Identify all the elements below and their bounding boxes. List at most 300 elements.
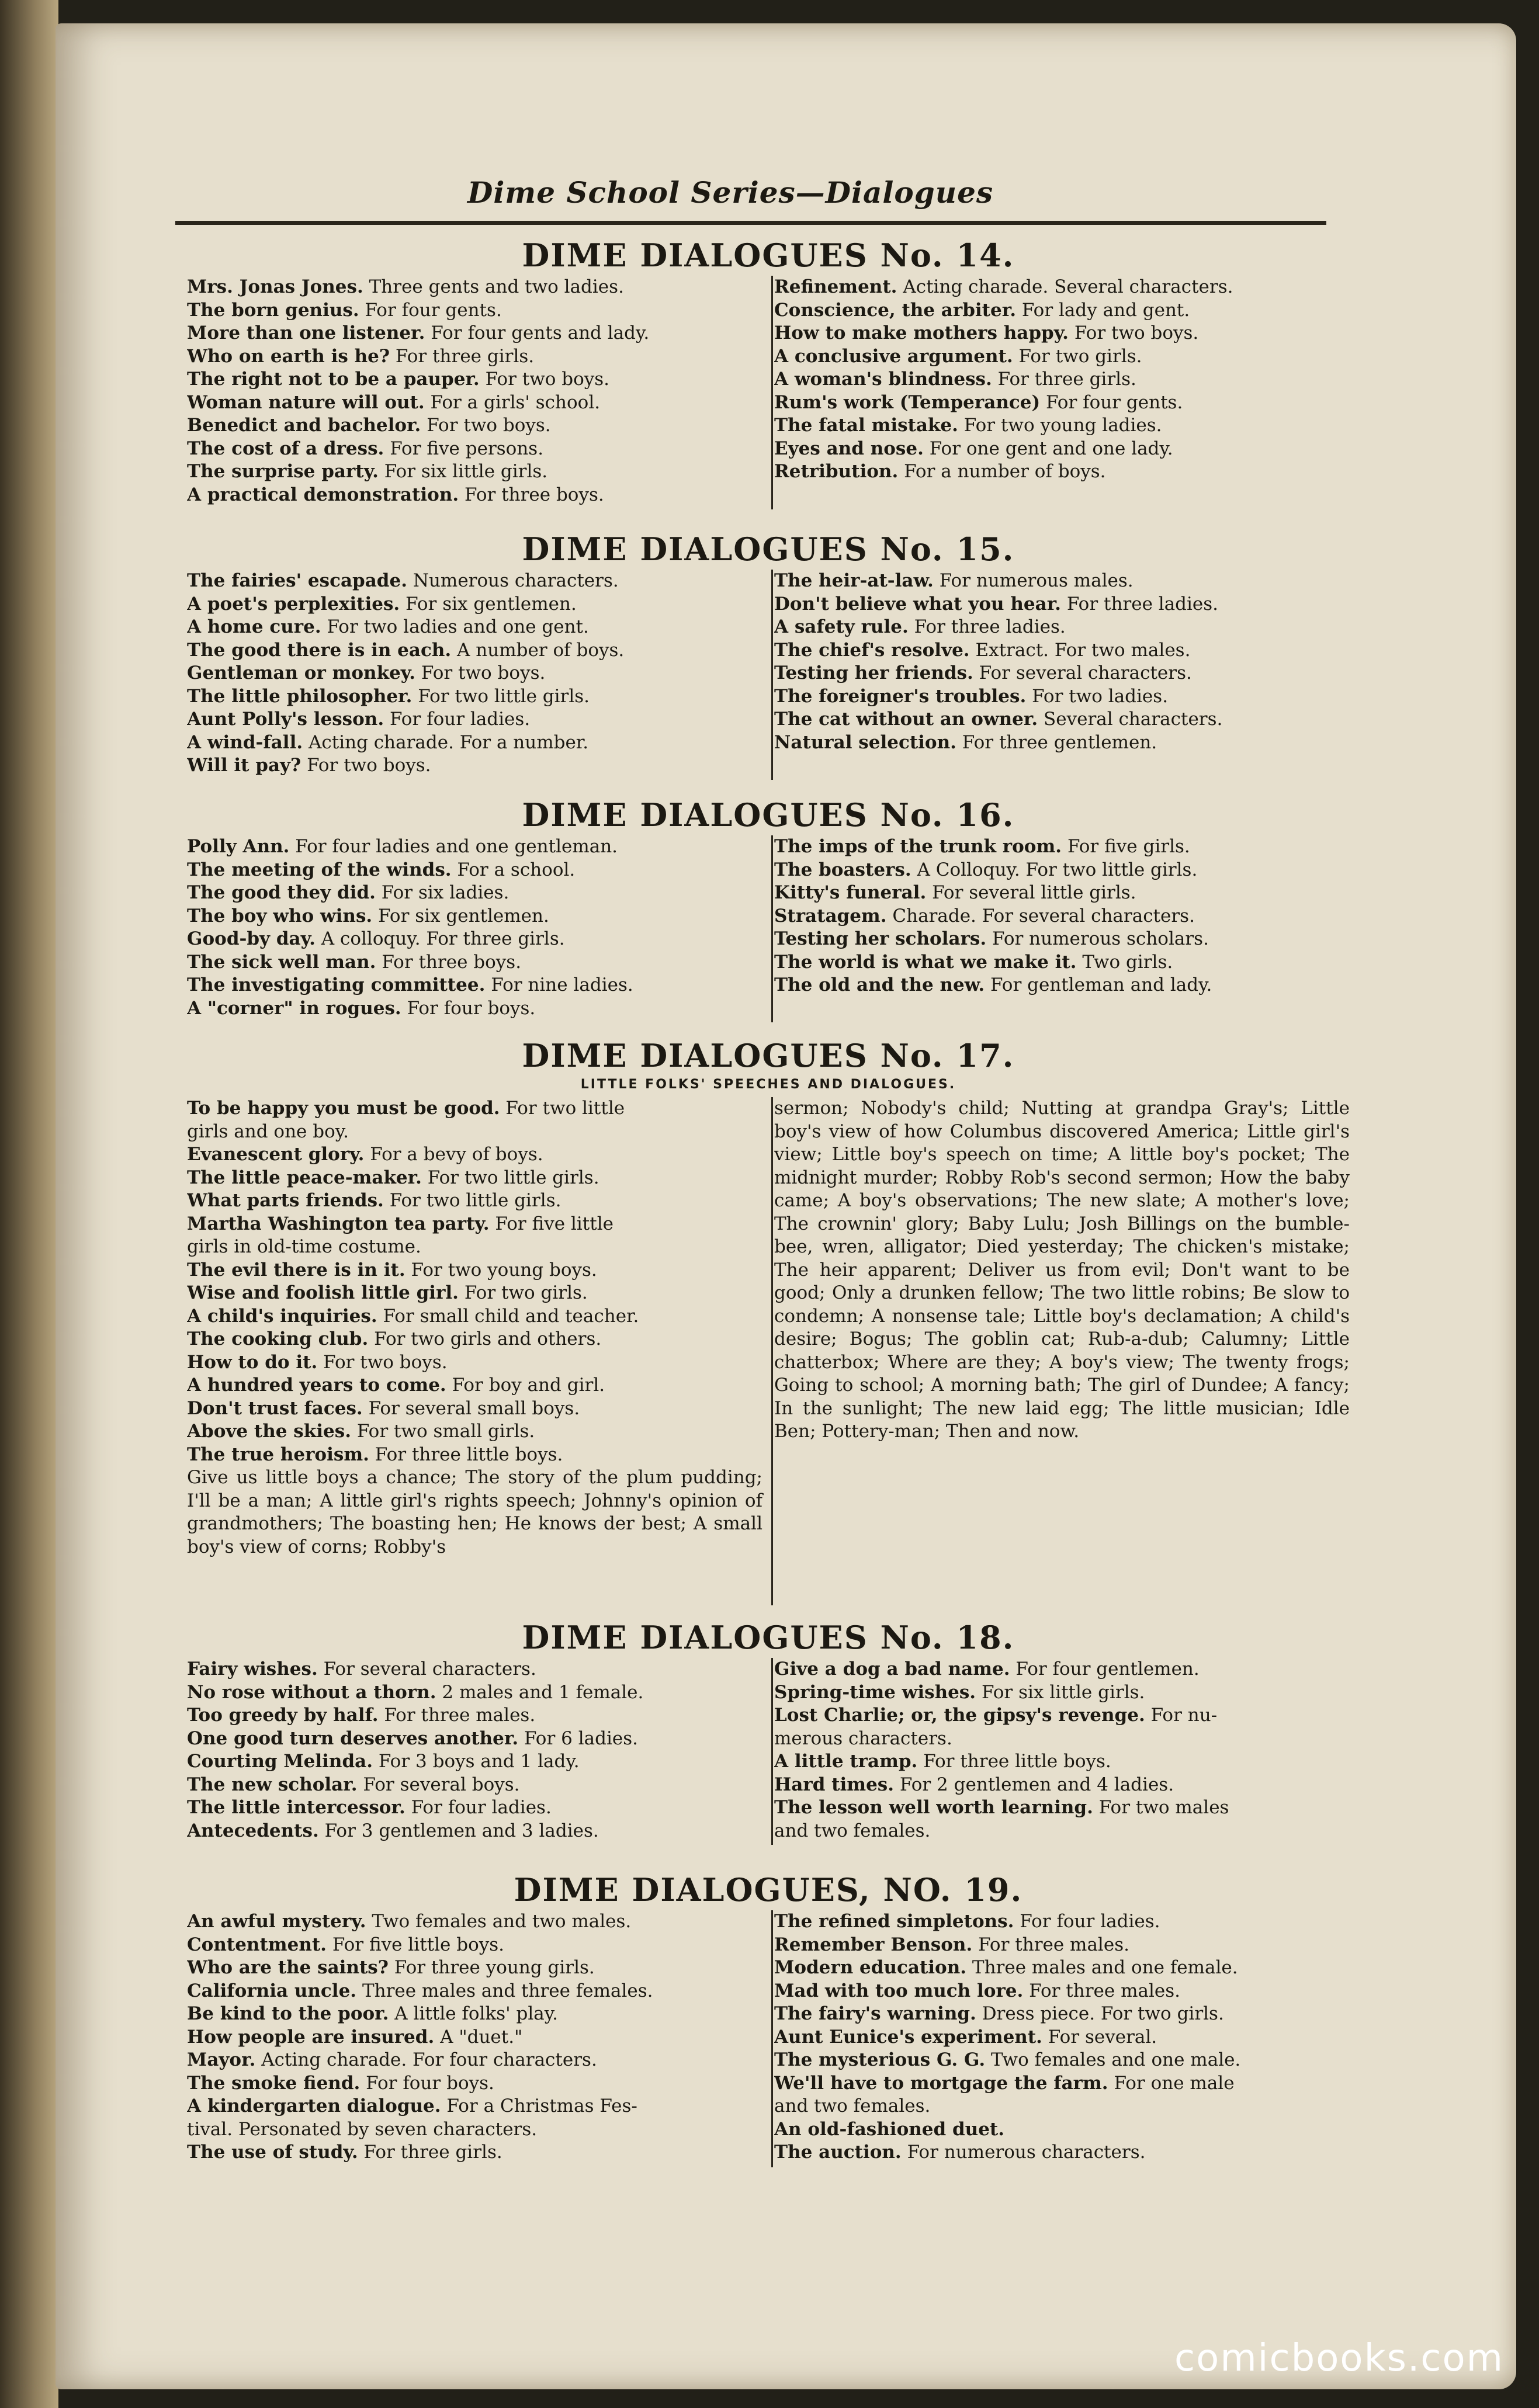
dialogue-cast: For two boys. (421, 415, 551, 436)
dialogue-cast: For numerous males. (933, 570, 1134, 591)
dialogue-entry (187, 2026, 762, 2049)
dialogue-title: Mad with too much lore. (774, 1980, 1024, 2001)
dialogue-entry (774, 1910, 1350, 1934)
dialogue-cast: and two females. (774, 1820, 931, 1841)
dialogue-cast: For 6 ladies. (518, 1727, 638, 1749)
dialogue-cast: For four boys. (401, 997, 536, 1019)
dialogue-title: A practical demonstration. (187, 484, 459, 505)
dialogue-title: Modern education. (774, 1957, 967, 1978)
dialogue-entry (187, 322, 762, 345)
dialogue-entry (774, 708, 1350, 731)
dialogue-cast: For a number of boys. (898, 461, 1106, 482)
dialogue-entry (187, 1681, 762, 1705)
dialogue-cast: tival. Personated by seven characters. (187, 2118, 538, 2140)
dialogue-title: The mysterious G. G. (774, 2049, 986, 2070)
dialogue-entry (774, 974, 1350, 997)
header-rule (175, 221, 1326, 225)
dialogue-title: One good turn deserves another. (187, 1727, 519, 1749)
dialogue-cast: For six little girls. (976, 1681, 1145, 1703)
dialogue-entry (187, 1236, 762, 1259)
dialogue-cast: For nu- (1145, 1705, 1218, 1726)
dialogue-entry (774, 1980, 1350, 2003)
section-dialogues-18 (187, 1617, 1350, 1843)
dialogue-entry (774, 2141, 1350, 2164)
dialogue-entry (774, 1934, 1350, 1957)
section-columns (187, 1658, 1350, 1843)
dialogue-title: The born genius. (187, 299, 359, 321)
dialogue-title: Who on earth is he? (187, 345, 390, 367)
dialogue-entry (187, 276, 762, 299)
dialogue-cast: For three girls. (992, 369, 1136, 390)
column-divider (771, 1658, 773, 1845)
dialogue-title: What parts friends. (187, 1190, 384, 1211)
dialogue-entry (187, 1189, 762, 1213)
dialogue-title: An old-fashioned duet. (774, 2118, 1005, 2140)
column-divider (771, 570, 773, 780)
dialogue-title: The auction. (774, 2142, 902, 2163)
dialogue-title: The surprise party. (187, 461, 379, 482)
dialogue-cast: merous characters. (774, 1727, 952, 1749)
dialogue-cast: For numerous scholars. (986, 928, 1209, 949)
dialogue-title: We'll have to mortgage the farm. (774, 2072, 1108, 2094)
dialogue-cast: For four boys. (360, 2072, 494, 2094)
dialogue-title: A woman's blindness. (774, 369, 992, 390)
dialogue-entry (187, 460, 762, 484)
dialogue-cast: For boy and girl. (446, 1375, 605, 1396)
dialogue-title: Evanescent glory. (187, 1144, 365, 1165)
dialogue-entry (187, 1328, 762, 1351)
watermark: comicbooks.com (1174, 2337, 1504, 2380)
dialogue-cast: For five girls. (1062, 836, 1190, 857)
dialogue-cast: For two young boys. (405, 1259, 597, 1281)
dialogue-entry (774, 593, 1350, 616)
dialogue-title: The sick well man. (187, 951, 376, 973)
dialogue-title: Martha Washington tea party. (187, 1213, 490, 1234)
dialogue-title: Contentment. (187, 1934, 327, 1955)
dialogue-title: A home cure. (187, 616, 321, 637)
dialogue-entry (774, 2049, 1350, 2072)
dialogue-entry (187, 1658, 762, 1681)
section-dialogues-16 (187, 794, 1350, 1020)
dialogue-title: Be kind to the poor. (187, 2003, 389, 2024)
dialogue-entry (187, 1097, 762, 1120)
dialogue-cast: For three gentlemen. (956, 731, 1157, 753)
section-columns (187, 1097, 1350, 1559)
dialogue-title: To be happy you must be good. (187, 1098, 500, 1119)
dialogue-title: The cost of a dress. (187, 438, 384, 459)
dialogue-cast: For nine ladies. (485, 974, 633, 995)
dialogue-title: The imps of the trunk room. (774, 836, 1062, 857)
dialogue-entry (187, 593, 762, 616)
column-divider (771, 276, 773, 509)
dialogue-cast: and two females. (774, 2095, 931, 2116)
dialogue-cast: For four gents. (1040, 391, 1183, 413)
section-title: DIME DIALOGUES No. 14. (522, 237, 1015, 274)
dialogue-entry (774, 1774, 1350, 1797)
dialogue-title: Gentleman or monkey. (187, 662, 416, 683)
dialogue-title: Antecedents. (187, 1820, 319, 1841)
dialogue-entry (187, 951, 762, 974)
dialogue-entry (774, 1956, 1350, 1980)
dialogue-entry (187, 1305, 762, 1328)
dialogue-entry (187, 1750, 762, 1774)
dialogue-cast: Extract. For two males. (969, 639, 1191, 661)
section-columns (187, 570, 1350, 778)
dialogue-entry (187, 2049, 762, 2072)
dialogue-cast: For five little boys. (326, 1934, 505, 1955)
dialogue-title: A wind-fall. (187, 731, 303, 753)
section-dialogues-14 (187, 235, 1350, 506)
dialogue-cast: For three males. (1023, 1980, 1180, 2001)
dialogue-title: The lesson well worth learning. (774, 1797, 1093, 1818)
dialogue-cast: For two small girls. (351, 1421, 535, 1442)
dialogue-entry (774, 882, 1350, 905)
dialogue-title: Refinement. (774, 276, 897, 297)
section-columns (187, 276, 1350, 506)
dialogue-entry (187, 1351, 762, 1375)
dialogue-title: Natural selection. (774, 731, 956, 753)
dialogue-cast: For one gent and one lady. (923, 438, 1173, 459)
dialogue-title: Kitty's funeral. (774, 882, 927, 903)
dialogue-title: Aunt Eunice's experiment. (774, 2026, 1042, 2048)
dialogue-title: How people are insured. (187, 2026, 435, 2048)
section-dialogues-17 (187, 1035, 1350, 1559)
dialogue-title: The cooking club. (187, 1328, 369, 1349)
dialogue-cast: Acting charade. For four characters. (255, 2049, 597, 2070)
dialogue-entry (187, 835, 762, 859)
dialogue-cast: For six ladies. (375, 882, 509, 903)
dialogue-cast: For two boys. (479, 369, 610, 390)
dialogue-title: The good they did. (187, 882, 376, 903)
dialogue-title: A safety rule. (774, 616, 909, 637)
dialogue-title: Mrs. Jonas Jones. (187, 276, 363, 297)
dialogue-entry (774, 322, 1350, 345)
dialogue-cast: For a Christmas Fes- (441, 2095, 637, 2116)
right-column (774, 570, 1350, 778)
dialogue-cast: For three girls. (358, 2142, 502, 2163)
dialogue-entry (774, 1796, 1350, 1820)
dialogue-cast: For three ladies. (908, 616, 1066, 637)
right-column (774, 1097, 1350, 1559)
dialogue-title: Conscience, the arbiter. (774, 299, 1017, 321)
dialogue-cast: For small child and teacher. (377, 1305, 639, 1327)
dialogue-cast: 2 males and 1 female. (436, 1681, 644, 1703)
dialogue-entry (187, 2095, 762, 2118)
dialogue-cast: For three little boys. (369, 1444, 563, 1465)
dialogue-cast: For two little girls. (421, 1167, 599, 1188)
dialogue-title: A "corner" in rogues. (187, 997, 401, 1019)
dialogue-cast: For one male (1108, 2072, 1235, 2094)
dialogue-title: Too greedy by half. (187, 1705, 379, 1726)
dialogue-title: Aunt Polly's lesson. (187, 709, 384, 730)
left-column (187, 276, 762, 506)
dialogue-entry (774, 928, 1350, 951)
dialogue-entry (187, 414, 762, 438)
dialogue-cast: For several characters. (973, 662, 1192, 683)
dialogue-cast: For three little boys. (917, 1751, 1111, 1772)
section-columns (187, 835, 1350, 1020)
dialogue-cast: A "duet." (434, 2026, 523, 2048)
dialogue-entry (187, 1444, 762, 1467)
running-head: Dime School Series—Dialogues (467, 175, 994, 210)
dialogue-cast: For two little girls. (383, 1190, 561, 1211)
dialogue-cast: Acting charade. For a number. (303, 731, 589, 753)
dialogue-cast: For several little girls. (926, 882, 1136, 903)
dialogue-cast: For a school. (451, 859, 576, 880)
dialogue-title: Remember Benson. (774, 1934, 973, 1955)
dialogue-title: A hundred years to come. (187, 1375, 446, 1396)
left-column (187, 570, 762, 778)
dialogue-cast: Three gents and two ladies. (363, 276, 624, 297)
dialogue-cast: Three males and one female. (966, 1957, 1238, 1978)
right-paragraph: sermon; Nobody's child; Nutting at grandpa Gray's; Little boy's view of how Columbus discovered America; Little girl's view; Little boy's speech on time; A little boy's pocket; The midnight murder; Robby Rob's second sermon; How the baby came; A boy's observations; The new slate; A mother's love; The crownin' glory; Baby Lulu; Josh Billings on the bumble-bee, wren, alligator; Died yesterday; The chicken's mistake; The heir apparent; Deliver us from evil; Don't want to be good; Only a drunken fellow; The two little robins; Be slow to condemn; A nonsense tale; Little boy's declamation; A child's desire; Bogus; The goblin cat; Rub-a-dub; Calumny; Little chatterbox; Where are they; A boy's view; The twenty frogs; Going to school; A morning bath; The girl of Dundee; A fancy; In the sunlight; The new laid egg; The little musician; Idle Ben; Pottery-man; Then and now. (774, 1098, 1350, 1442)
dialogue-cast: For two males (1093, 1797, 1229, 1818)
dialogue-title: The foreigner's troubles. (774, 685, 1027, 707)
dialogue-cast: For three males. (972, 1934, 1129, 1955)
dialogue-cast: For 3 gentlemen and 3 ladies. (318, 1820, 599, 1841)
section-dialogues-15 (187, 529, 1350, 778)
column-divider (771, 835, 773, 1022)
dialogue-cast: For two little girls. (412, 685, 590, 707)
dialogue-title: Courting Melinda. (187, 1751, 373, 1772)
dialogue-title: The boy who wins. (187, 905, 373, 927)
dialogue-entry (187, 905, 762, 928)
dialogue-title: Good-by day. (187, 928, 316, 949)
dialogue-title: Testing her scholars. (774, 928, 987, 949)
dialogue-entry (187, 1727, 762, 1751)
dialogue-entry (187, 299, 762, 322)
dialogue-entry (774, 662, 1350, 685)
dialogue-title: Testing her friends. (774, 662, 973, 683)
dialogue-entry (774, 368, 1350, 391)
dialogue-cast: A colloquy. For three girls. (315, 928, 565, 949)
dialogue-entry (187, 2141, 762, 2164)
dialogue-entry (774, 299, 1350, 322)
dialogue-title: The little intercessor. (187, 1797, 405, 1818)
dialogue-entry (187, 368, 762, 391)
dialogue-title: Don't believe what you hear. (774, 593, 1061, 615)
dialogue-entry (774, 1750, 1350, 1774)
column-divider (771, 1910, 773, 2167)
dialogue-cast: For lady and gent. (1016, 299, 1190, 321)
dialogue-cast: For two boys. (415, 662, 546, 683)
dialogue-entry (774, 1820, 1350, 1843)
dialogue-title: Fairy wishes. (187, 1658, 318, 1680)
dialogue-cast: girls and one boy. (187, 1120, 349, 1142)
section-title: DIME DIALOGUES No. 16. (522, 796, 1015, 834)
dialogue-entry (187, 997, 762, 1021)
dialogue-entry (187, 1213, 762, 1236)
dialogue-title: Mayor. (187, 2049, 256, 2070)
dialogue-entry (774, 905, 1350, 928)
dialogue-title: Spring-time wishes. (774, 1681, 976, 1703)
left-column (187, 1910, 762, 2164)
section-title: DIME DIALOGUES No. 17. (522, 1037, 1015, 1074)
dialogue-entry (187, 974, 762, 997)
dialogue-title: A conclusive argument. (774, 345, 1013, 367)
dialogue-entry (187, 1956, 762, 1980)
dialogue-cast: For three ladies. (1060, 593, 1219, 615)
dialogue-cast: For two ladies. (1026, 685, 1169, 707)
dialogue-title: The new scholar. (187, 1774, 358, 1795)
dialogue-cast: For two girls. (1013, 345, 1142, 367)
dialogue-entry (187, 1143, 762, 1167)
section-title: DIME DIALOGUES No. 15. (522, 530, 1015, 568)
dialogue-entry (187, 570, 762, 593)
dialogue-entry (187, 685, 762, 709)
dialogue-cast: For gentleman and lady. (985, 974, 1212, 995)
dialogue-entry (774, 570, 1350, 593)
dialogue-cast: Several characters. (1038, 709, 1223, 730)
dialogue-entry (187, 1910, 762, 1934)
dialogue-cast: Dress piece. For two girls. (976, 2003, 1224, 2024)
dialogue-entry (774, 639, 1350, 662)
dialogue-title: Woman nature will out. (187, 391, 425, 413)
dialogue-cast: For two girls. (458, 1282, 588, 1303)
dialogue-cast: For three boys. (376, 951, 522, 973)
dialogue-entry (187, 731, 762, 755)
dialogue-cast: For six little girls. (378, 461, 548, 482)
dialogue-title: The world is what we make it. (774, 951, 1077, 973)
dialogue-cast: Three males and three females. (356, 1980, 653, 2001)
left-column (187, 835, 762, 1020)
dialogue-cast: For four gents and lady. (425, 322, 650, 343)
dialogue-cast: For two boys. (301, 755, 431, 776)
section-subtitle: LITTLE FOLKS' SPEECHES AND DIALOGUES. (580, 1077, 956, 1092)
dialogue-entry (187, 1796, 762, 1820)
dialogue-title: How to make mothers happy. (774, 322, 1069, 343)
dialogue-title: The evil there is in it. (187, 1259, 405, 1281)
dialogue-title: The true heroism. (187, 1444, 369, 1465)
dialogue-title: The refined simpletons. (774, 1911, 1014, 1932)
dialogue-title: The chief's resolve. (774, 639, 970, 661)
book-spine (0, 0, 58, 2408)
dialogue-entry (774, 685, 1350, 709)
dialogue-title: The good there is in each. (187, 639, 452, 661)
dialogue-entry (187, 2003, 762, 2026)
dialogue-entry (187, 1120, 762, 1144)
dialogue-entry (187, 2072, 762, 2095)
dialogue-cast: For several characters. (317, 1658, 536, 1680)
dialogue-entry (774, 2072, 1350, 2095)
dialogue-title: Above the skies. (187, 1421, 351, 1442)
dialogue-title: How to do it. (187, 1351, 318, 1373)
dialogue-title: Give a dog a bad name. (774, 1658, 1010, 1680)
dialogue-title: Rum's work (Temperance) (774, 391, 1041, 413)
dialogue-title: The fairies' escapade. (187, 570, 407, 591)
dialogue-cast: For two boys. (1068, 322, 1199, 343)
dialogue-entry (774, 391, 1350, 415)
dialogue-entry (187, 1934, 762, 1957)
dialogue-cast: For four ladies. (384, 709, 531, 730)
dialogue-entry (187, 438, 762, 461)
dialogue-entry (774, 414, 1350, 438)
dialogue-cast: For six gentlemen. (400, 593, 577, 615)
dialogue-cast: For six gentlemen. (372, 905, 549, 927)
dialogue-entry (187, 639, 762, 662)
dialogue-entry (187, 1374, 762, 1397)
dialogue-title: Don't trust faces. (187, 1397, 363, 1419)
dialogue-title: Eyes and nose. (774, 438, 924, 459)
dialogue-cast: For four ladies. (1014, 1911, 1160, 1932)
dialogue-entry (774, 859, 1350, 882)
dialogue-entry (187, 928, 762, 951)
dialogue-title: An awful mystery. (187, 1911, 366, 1932)
dialogue-cast: For 2 gentlemen and 4 ladies. (894, 1774, 1174, 1795)
section-columns (187, 1910, 1350, 2164)
dialogue-title: A little tramp. (774, 1751, 918, 1772)
dialogue-title: The heir-at-law. (774, 570, 934, 591)
column-divider (771, 1097, 773, 1605)
left-list (187, 1097, 762, 1466)
right-column (774, 276, 1350, 506)
dialogue-entry (187, 1259, 762, 1282)
dialogue-entry (774, 616, 1350, 639)
dialogue-entry (187, 1820, 762, 1843)
right-column (774, 1910, 1350, 2164)
dialogue-title: Will it pay? (187, 755, 301, 776)
dialogue-title: The boasters. (774, 859, 911, 880)
dialogue-cast: Two females and one male. (985, 2049, 1241, 2070)
dialogue-cast: For three girls. (390, 345, 535, 367)
dialogue-cast: For two ladies and one gent. (321, 616, 589, 637)
dialogue-entry (774, 1681, 1350, 1705)
dialogue-entry (774, 1727, 1350, 1751)
dialogue-title: A child's inquiries. (187, 1305, 377, 1327)
dialogue-cast: For two boys. (317, 1351, 448, 1373)
dialogue-cast: Acting charade. Several characters. (897, 276, 1233, 297)
dialogue-entry (187, 484, 762, 507)
dialogue-entry (187, 391, 762, 415)
dialogue-entry (774, 276, 1350, 299)
left-paragraph: Give us little boys a chance; The story of the plum pudding; I'll be a man; A little girl's rights speech; Johnny's opinion of grandmothers; The boasting hen; He knows der best; A small boy's view of corns; Robby's (187, 1467, 762, 1557)
dialogue-cast: Two females and two males. (366, 1911, 632, 1932)
right-column (774, 1658, 1350, 1843)
section-title: DIME DIALOGUES No. 18. (522, 1619, 1015, 1656)
dialogue-entry (774, 2118, 1350, 2142)
dialogue-entry (187, 708, 762, 731)
dialogue-cast: For several. (1042, 2026, 1157, 2048)
dialogue-title: The little philosopher. (187, 685, 413, 707)
dialogue-entry (187, 662, 762, 685)
right-column (774, 835, 1350, 1020)
dialogue-cast: For three males. (378, 1705, 536, 1726)
left-column (187, 1097, 762, 1559)
dialogue-entry (187, 1704, 762, 1727)
dialogue-entry (774, 1658, 1350, 1681)
dialogue-cast: A Colloquy. For two little girls. (911, 859, 1198, 880)
dialogue-cast: For four gentlemen. (1010, 1658, 1200, 1680)
dialogue-cast: For four gents. (359, 299, 502, 321)
dialogue-title: Benedict and bachelor. (187, 415, 421, 436)
dialogue-title: A kindergarten dialogue. (187, 2095, 441, 2116)
dialogue-cast: For 3 boys and 1 lady. (373, 1751, 580, 1772)
dialogue-entry (187, 1282, 762, 1305)
dialogue-cast: For three boys. (459, 484, 604, 505)
dialogue-entry (187, 616, 762, 639)
dialogue-entry (774, 438, 1350, 461)
dialogue-title: The fairy's warning. (774, 2003, 976, 2024)
dialogue-cast: For several boys. (357, 1774, 520, 1795)
dialogue-entry (187, 859, 762, 882)
dialogue-entry (774, 460, 1350, 484)
dialogue-cast: For two girls and others. (368, 1328, 602, 1349)
dialogue-title: The investigating committee. (187, 974, 486, 995)
dialogue-entry (187, 1774, 762, 1797)
dialogue-entry (187, 1397, 762, 1421)
dialogue-title: A poet's perplexities. (187, 593, 400, 615)
dialogue-title: Retribution. (774, 461, 899, 482)
